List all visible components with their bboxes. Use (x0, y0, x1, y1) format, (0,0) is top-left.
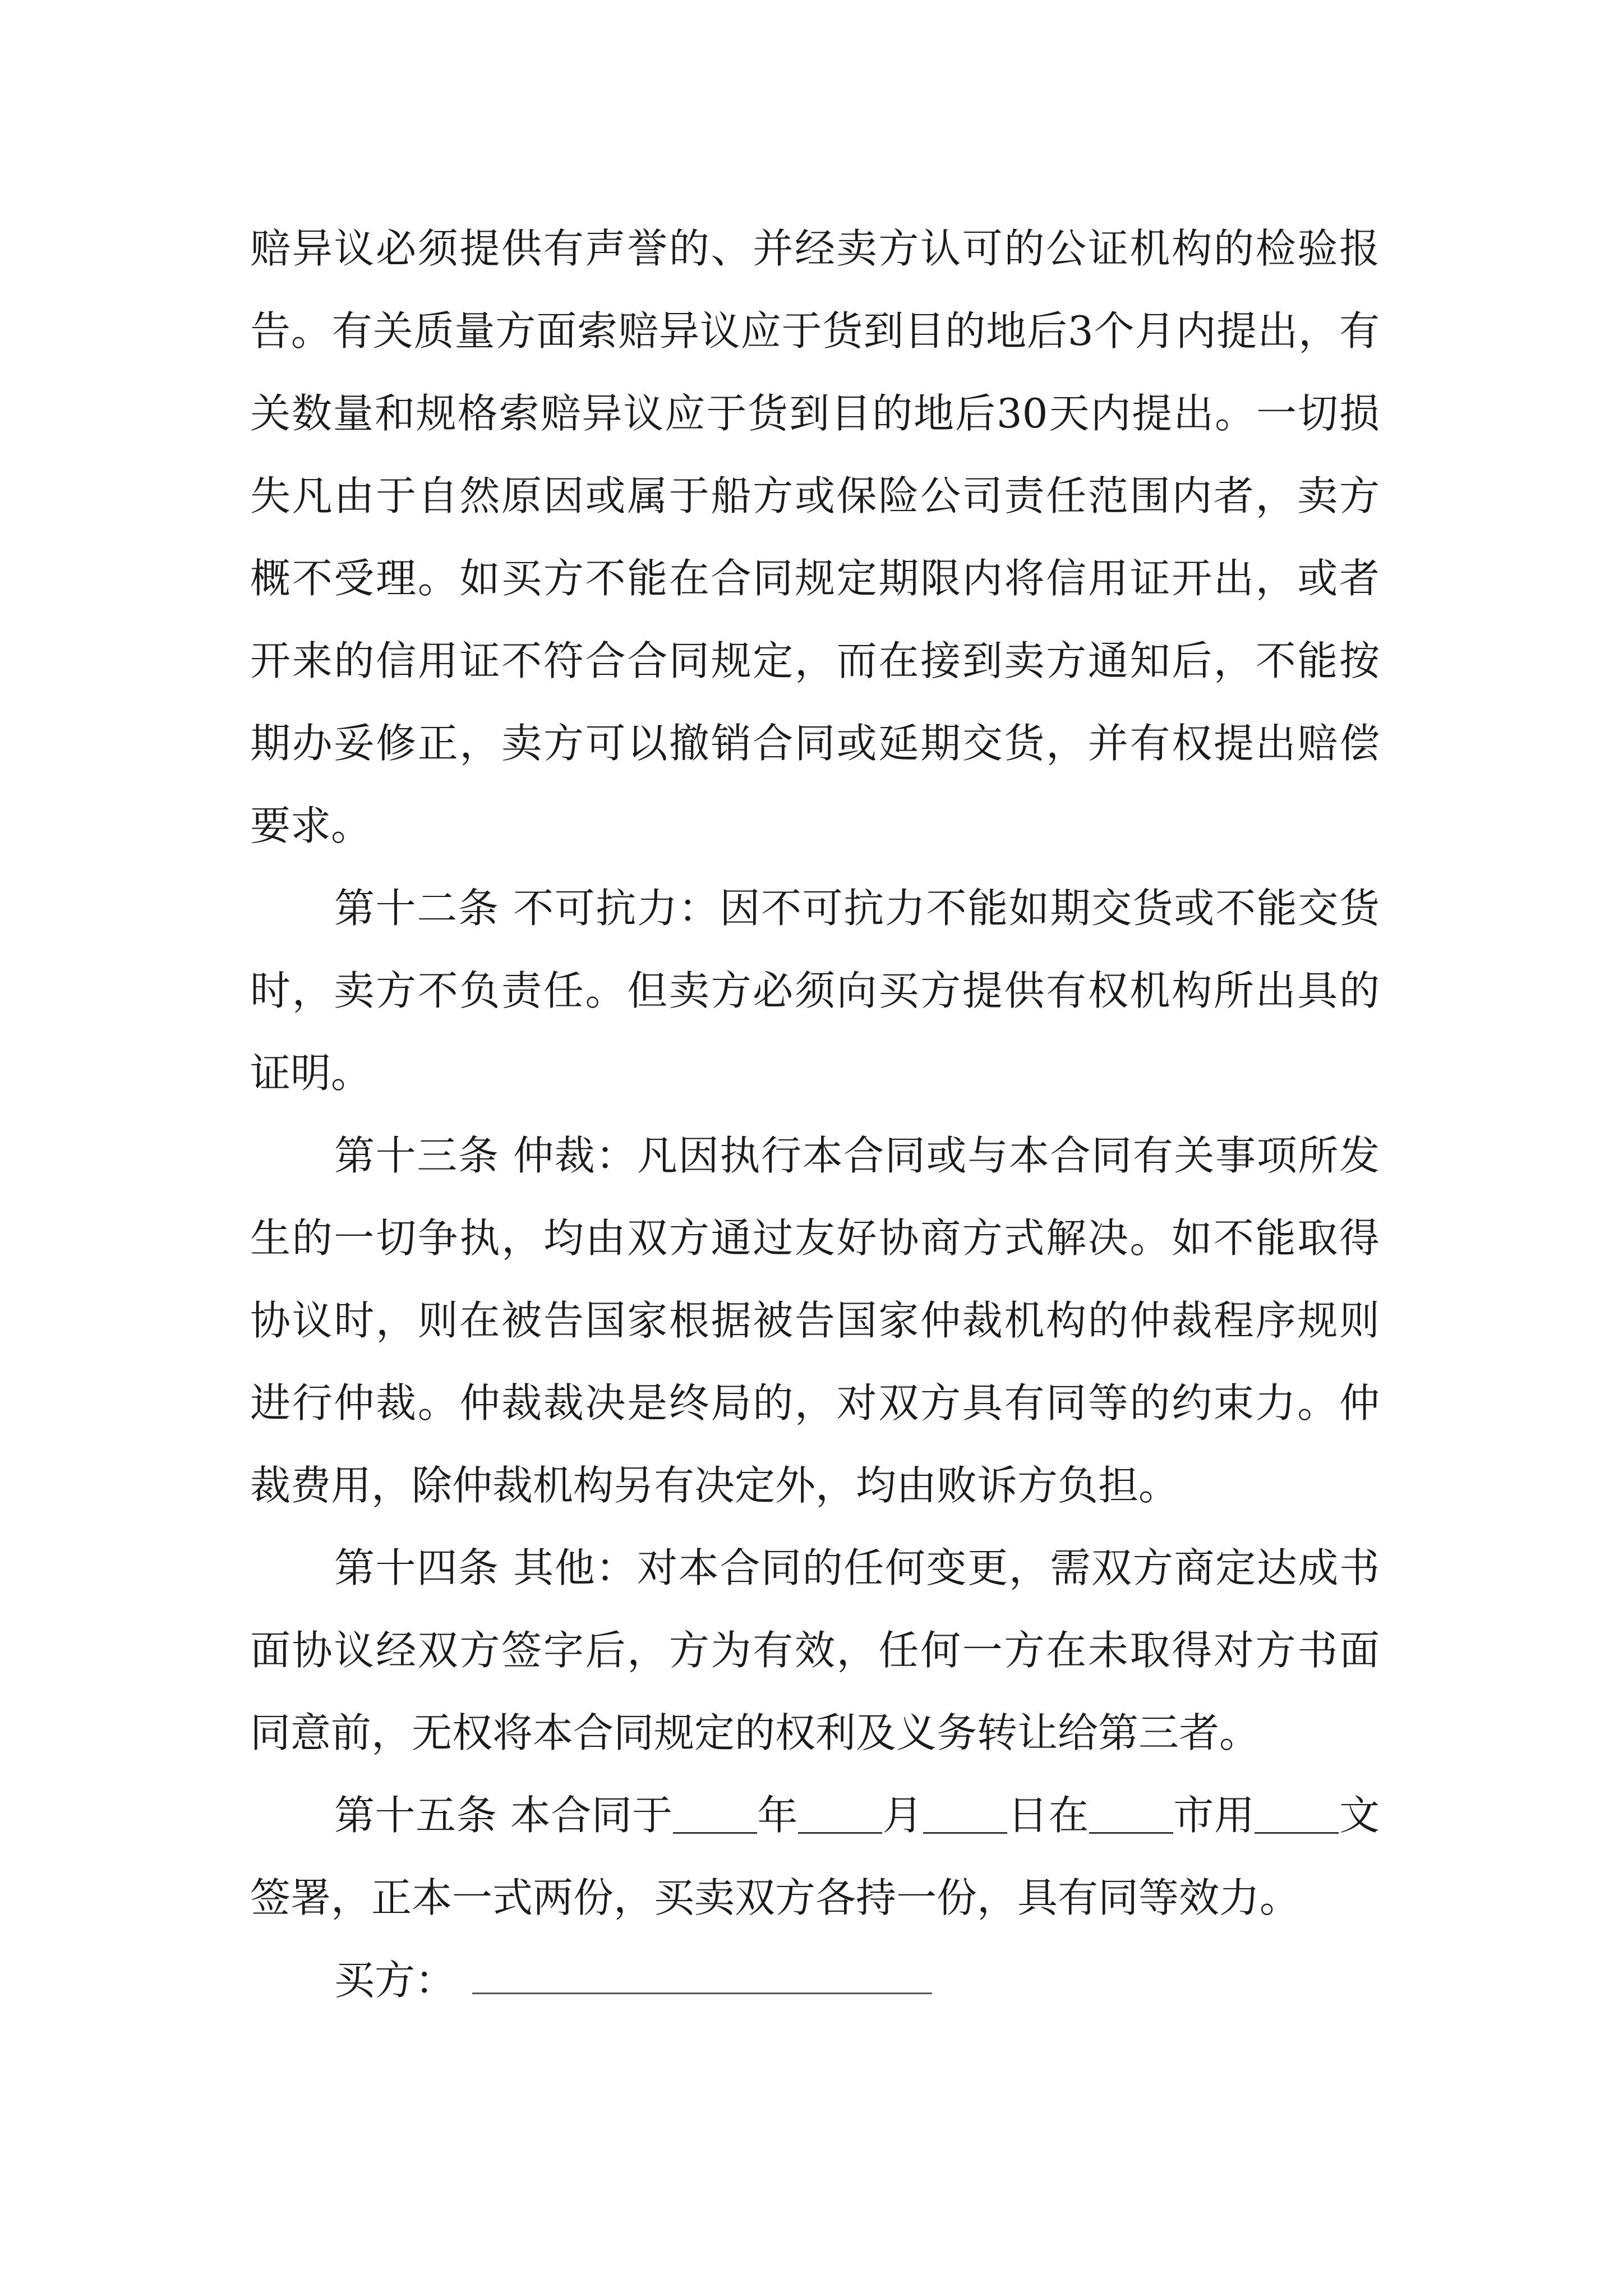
month-label: 月 (882, 1792, 924, 1839)
city-blank (1089, 1792, 1173, 1834)
city-label: 市用 (1173, 1792, 1255, 1839)
paragraph-article-13: 第十三条 仲裁：凡因执行本合同或与本合同有关事项所发生的一切争执，均由双方通过友好协商方式解决。如不能取得协议时，则在被告国家根据被告国家仲裁机构的仲裁程序规则进行仲裁。仲裁裁决是终局的，对双方具有同等的约束力。仲裁费用，除仲裁机构另有决定外，均由败诉方负担。 (250, 1132, 1380, 1509)
year-label: 年 (757, 1792, 798, 1839)
language-blank (1255, 1792, 1339, 1834)
paragraph-article-15 (250, 1774, 1380, 1939)
buyer-label: 买方： (334, 1957, 456, 2004)
article-15-suffix: 文签署，正本一式两份，买卖双方各持一份，具有同等效力。 (250, 1792, 1380, 1921)
day-blank (923, 1792, 1007, 1834)
year-blank (673, 1792, 757, 1834)
paragraph-article-14: 第十四条 其他：对本合同的任何变更，需双方商定达成书面协议经双方签字后，方为有效，任何一方在未取得对方书面同意前，无权将本合同规定的权利及义务转让给第三者。 (250, 1544, 1380, 1756)
buyer-signature-line (250, 1939, 1380, 2022)
contract-body (250, 208, 1380, 2022)
buyer-signature-blank (472, 1959, 932, 1994)
month-blank (798, 1792, 882, 1834)
day-label: 日在 (1007, 1792, 1089, 1839)
paragraph-claims-continued: 赔异议必须提供有声誉的、并经卖方认可的公证机构的检验报告。有关质量方面索赔异议应于货到目的地后3个月内提出，有关数量和规格索赔异议应于货到目的地后30天内提出。一切损失凡由于自然原因或属于船方或保险公司责任范围内者，卖方概不受理。如买方不能在合同规定期限内将信用证开出，或者开来的信用证不符合合同规定，而在接到卖方通知后，不能按期办妥修正，卖方可以撤销合同或延期交货，并有权提出赔偿要求。 (250, 225, 1380, 849)
paragraph-article-12: 第十二条 不可抗力：因不可抗力不能如期交货或不能交货时，卖方不负责任。但卖方必须向买方提供有权机构所出具的证明。 (250, 885, 1380, 1097)
article-15-prefix: 第十五条 本合同于 (334, 1792, 673, 1839)
